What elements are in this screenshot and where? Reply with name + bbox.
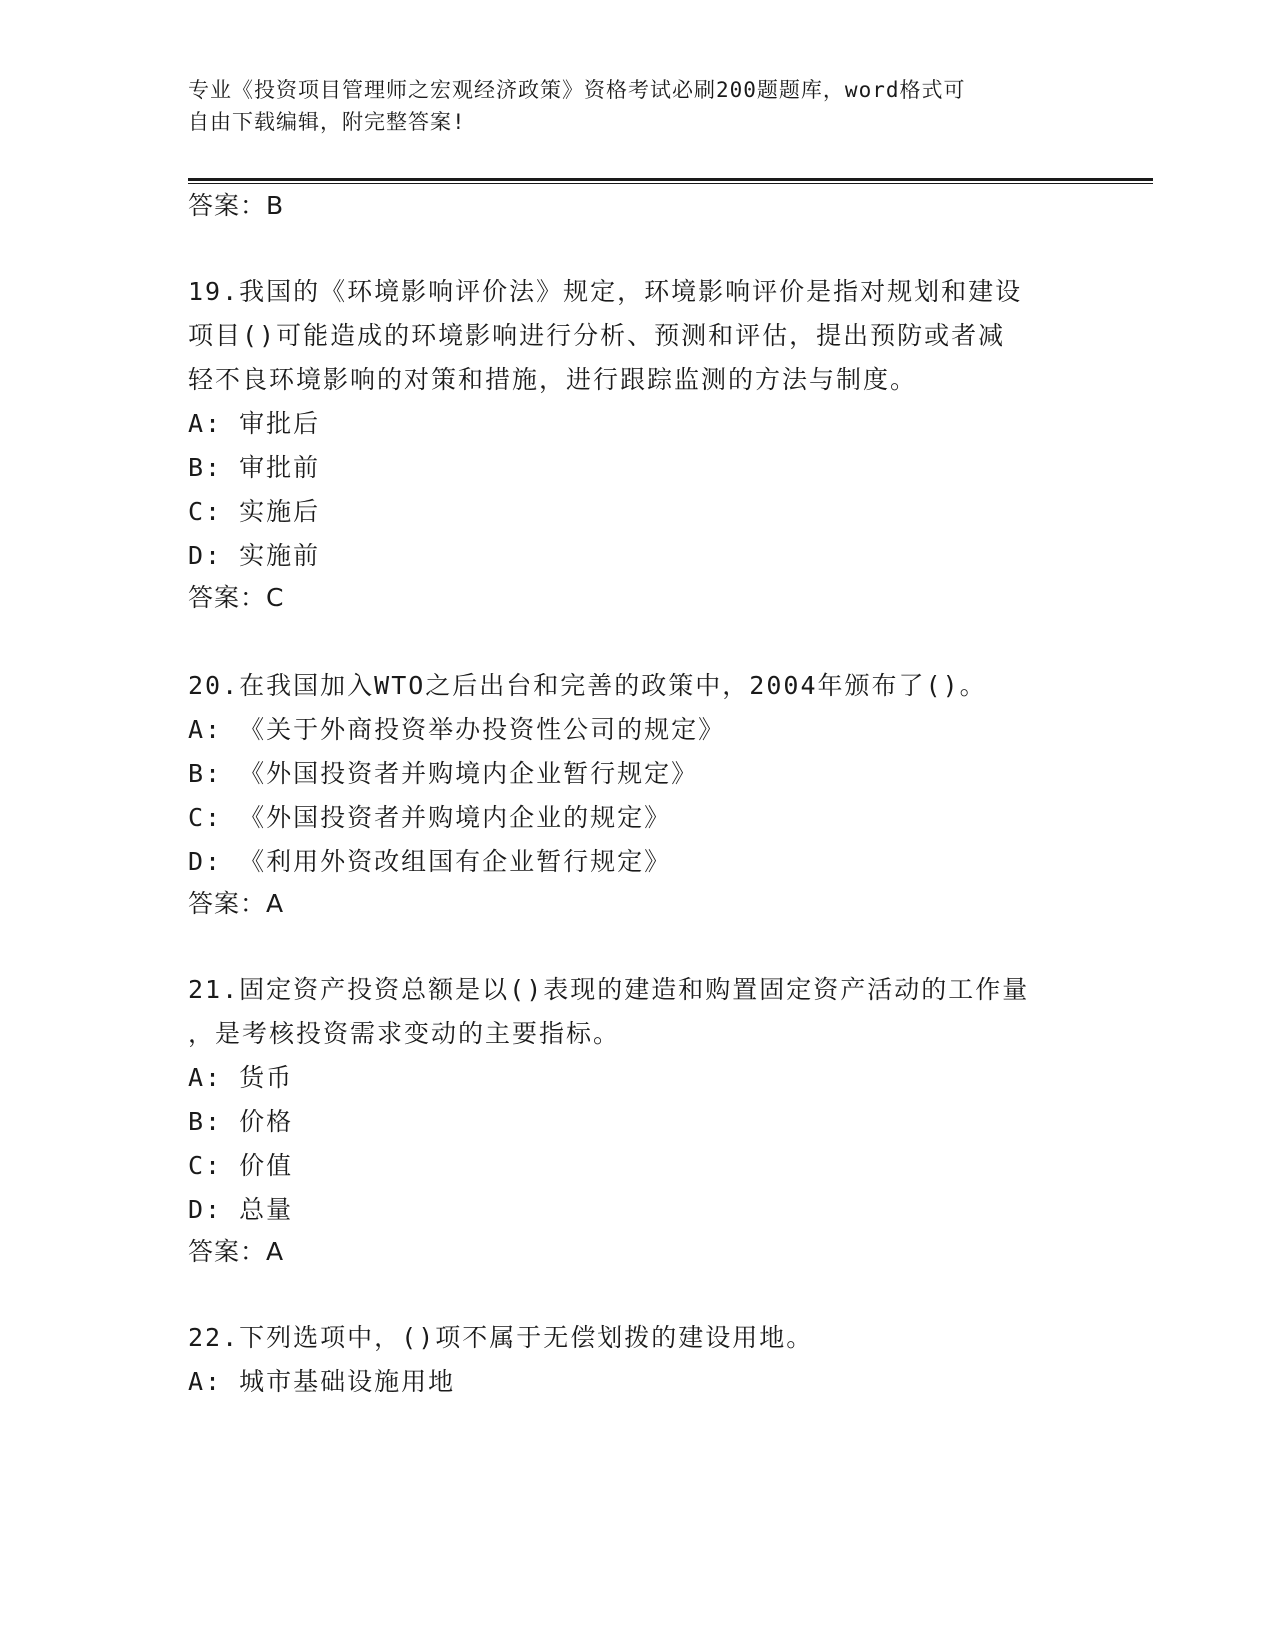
question-19-line-3: 轻不良环境影响的对策和措施，进行跟踪监测的方法与制度。 (188, 365, 918, 394)
question-21-line-2: ，是考核投资需求变动的主要指标。 (188, 1019, 621, 1048)
question-19-line-1: 19.我国的《环境影响评价法》规定，环境影响评价是指对规划和建设 (188, 277, 1023, 306)
question-19-option-c: C: 实施后 (188, 497, 321, 526)
header-line-2: 自由下载编辑，附完整答案! (188, 110, 466, 134)
question-21-option-a: A: 货币 (188, 1063, 294, 1092)
answer-q19: 答案：C (188, 583, 285, 612)
question-20-option-a: A: 《关于外商投资举办投资性公司的规定》 (188, 715, 726, 744)
answer-q18: 答案：B (188, 191, 285, 220)
question-19-option-b: B: 审批前 (188, 453, 321, 482)
question-20-line-1: 20.在我国加入WTO之后出台和完善的政策中，2004年颁布了()。 (188, 671, 987, 700)
header-divider (188, 178, 1153, 184)
question-22-line-1: 22.下列选项中，()项不属于无偿划拨的建设用地。 (188, 1323, 814, 1352)
question-21-option-d: D: 总量 (188, 1195, 294, 1224)
question-20-option-d: D: 《利用外资改组国有企业暂行规定》 (188, 847, 672, 876)
question-20-option-c: C: 《外国投资者并购境内企业的规定》 (188, 803, 672, 832)
answer-q20: 答案：A (188, 889, 285, 918)
question-19-option-d: D: 实施前 (188, 541, 321, 570)
question-19-line-2: 项目()可能造成的环境影响进行分析、预测和评估，提出预防或者减 (188, 321, 1006, 350)
question-19-option-a: A: 审批后 (188, 409, 321, 438)
question-21-line-1: 21.固定资产投资总额是以()表现的建造和购置固定资产活动的工作量 (188, 975, 1030, 1004)
header-line-1: 专业《投资项目管理师之宏观经济政策》资格考试必刷200题题库，word格式可 (188, 78, 966, 102)
question-21-option-c: C: 价值 (188, 1151, 294, 1180)
document-header (188, 74, 1068, 138)
question-22-option-a: A: 城市基础设施用地 (188, 1367, 456, 1396)
answer-q21: 答案：A (188, 1237, 285, 1266)
question-20-option-b: B: 《外国投资者并购境内企业暂行规定》 (188, 759, 699, 788)
question-21-option-b: B: 价格 (188, 1107, 294, 1136)
